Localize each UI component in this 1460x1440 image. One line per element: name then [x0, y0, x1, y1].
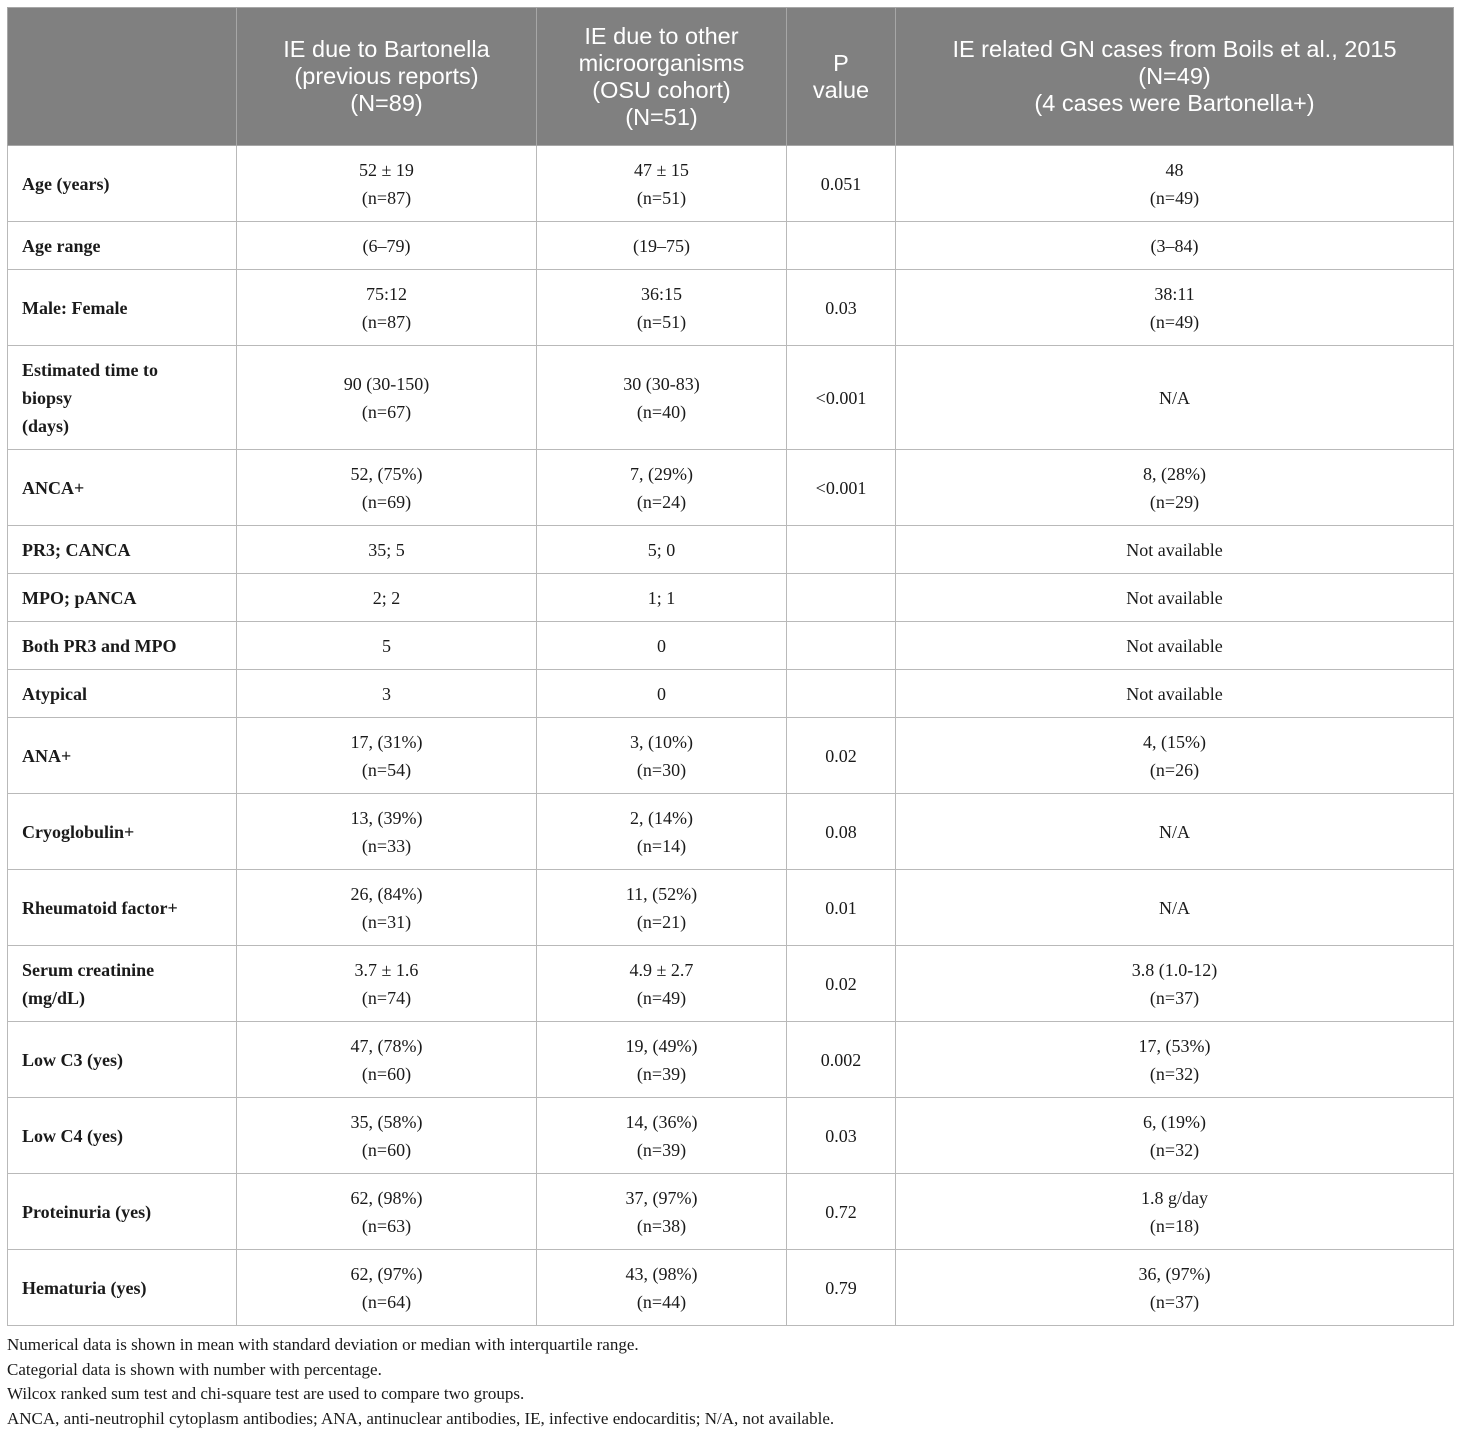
- cell-line: P: [833, 49, 849, 76]
- cell-line: 35, (58%): [350, 1111, 423, 1132]
- cell-bartonella: [237, 270, 537, 346]
- cell-line: (n=51): [636, 187, 687, 208]
- cell-boils: [896, 146, 1454, 222]
- cell-line: (n=39): [636, 1139, 687, 1160]
- footnote: Categorial data is shown with number with percentage.: [7, 1359, 382, 1379]
- cell-bartonella: [237, 222, 537, 270]
- cell-p-value: [787, 1174, 896, 1250]
- cell-line: 5: [382, 635, 391, 656]
- cell-line: 0.02: [825, 745, 857, 766]
- cell-bartonella: [237, 146, 537, 222]
- footnotes: [7, 1333, 1453, 1431]
- cell-line: (previous reports): [294, 63, 479, 89]
- cell-other: [537, 794, 787, 870]
- table-row: [8, 450, 1454, 526]
- cell-other: [537, 146, 787, 222]
- cell-line: 47, (78%): [350, 1035, 423, 1056]
- cell-p-value: [787, 670, 896, 718]
- table-row: [8, 946, 1454, 1022]
- cell-line: 62, (98%): [350, 1187, 423, 1208]
- cell-bartonella: [237, 718, 537, 794]
- cell-line: 3, (10%): [630, 731, 693, 752]
- cell-line: (19–75): [633, 235, 690, 256]
- table-row: [8, 622, 1454, 670]
- cell-line: Serum creatinine: [22, 959, 155, 980]
- cell-p-value: [787, 526, 896, 574]
- cell-line: Estimated time to: [22, 359, 158, 380]
- cell-line: 36, (97%): [1138, 1263, 1211, 1284]
- cell-line: PR3; CANCA: [22, 539, 131, 560]
- cell-line: 0: [657, 635, 666, 656]
- cell-line: (n=49): [1149, 187, 1200, 208]
- cell-other: [537, 946, 787, 1022]
- cell-other: [537, 346, 787, 450]
- cell-bartonella: [237, 1098, 537, 1174]
- cell-line: IE due to Bartonella: [283, 36, 490, 62]
- footnote: Numerical data is shown in mean with standard deviation or median with interquartile range.: [7, 1335, 639, 1354]
- cell-line: (n=21): [636, 911, 687, 932]
- cell-line: (N=51): [625, 103, 698, 130]
- row-label: [8, 574, 237, 622]
- table-row: [8, 670, 1454, 718]
- cell-line: 48: [1165, 159, 1184, 180]
- cell-line: (n=51): [636, 311, 687, 332]
- cell-line: 26, (84%): [350, 883, 423, 904]
- cell-line: 19, (49%): [625, 1035, 698, 1056]
- cell-bartonella: [237, 622, 537, 670]
- cell-line: (n=39): [636, 1063, 687, 1084]
- cell-bartonella: [237, 670, 537, 718]
- cell-line: (n=37): [1149, 1291, 1200, 1312]
- row-label: [8, 222, 237, 270]
- cell-line: N/A: [1159, 821, 1190, 842]
- cell-line: N/A: [1159, 897, 1190, 918]
- cell-p-value: [787, 222, 896, 270]
- cell-bartonella: [237, 1250, 537, 1326]
- cell-other: [537, 1098, 787, 1174]
- cell-line: (N=89): [350, 90, 423, 116]
- cell-boils: [896, 450, 1454, 526]
- cell-line: Not available: [1126, 587, 1223, 608]
- table-header: [8, 8, 1454, 146]
- cell-line: 30 (30-83): [623, 373, 700, 394]
- row-label: [8, 870, 237, 946]
- cell-bartonella: [237, 574, 537, 622]
- cell-line: (n=37): [1149, 987, 1200, 1008]
- cell-bartonella: [237, 1174, 537, 1250]
- cell-other: [537, 574, 787, 622]
- cell-line: ANCA+: [22, 477, 85, 498]
- cell-line: 2; 2: [372, 587, 401, 608]
- cell-other: [537, 718, 787, 794]
- cell-line: IE due to other: [584, 22, 739, 49]
- header-blank: [8, 8, 237, 146]
- cell-line: (3–84): [1150, 235, 1199, 256]
- cell-other: [537, 670, 787, 718]
- row-label: [8, 526, 237, 574]
- table-row: [8, 1022, 1454, 1098]
- cell-boils: [896, 1022, 1454, 1098]
- cell-line: 5; 0: [647, 539, 676, 560]
- cell-line: Both PR3 and MPO: [22, 635, 177, 656]
- cell-line: 37, (97%): [625, 1187, 698, 1208]
- cell-boils: [896, 622, 1454, 670]
- cell-line: Cryoglobulin+: [22, 821, 135, 842]
- row-label: [8, 346, 237, 450]
- cell-line: N/A: [1159, 387, 1190, 408]
- table-row: [8, 222, 1454, 270]
- cell-boils: [896, 526, 1454, 574]
- cell-line: 8, (28%): [1143, 463, 1206, 484]
- cell-line: (n=69): [361, 491, 412, 512]
- table-row: [8, 1250, 1454, 1326]
- cell-line: 4.9 ± 2.7: [629, 959, 694, 980]
- cell-line: 6, (19%): [1143, 1111, 1206, 1132]
- cell-line: 0: [657, 683, 666, 704]
- cell-line: 0.08: [825, 821, 857, 842]
- cell-boils: [896, 346, 1454, 450]
- cell-other: [537, 526, 787, 574]
- row-label: [8, 670, 237, 718]
- cell-line: (n=49): [636, 987, 687, 1008]
- cell-other: [537, 1022, 787, 1098]
- cell-line: 0.72: [825, 1201, 857, 1222]
- cell-p-value: [787, 346, 896, 450]
- cell-line: 14, (36%): [625, 1111, 698, 1132]
- table-row: [8, 1174, 1454, 1250]
- cell-line: (4 cases were Bartonella+): [1034, 90, 1315, 116]
- cell-p-value: [787, 146, 896, 222]
- cell-p-value: [787, 946, 896, 1022]
- cell-line: ANA+: [22, 745, 72, 766]
- table-row: [8, 1098, 1454, 1174]
- cell-line: (days): [22, 415, 70, 436]
- header-row: [8, 8, 1454, 146]
- cell-boils: [896, 946, 1454, 1022]
- row-label: [8, 450, 237, 526]
- cell-line: 0.051: [820, 173, 862, 194]
- cell-line: (n=29): [1149, 491, 1200, 512]
- cell-line: 90 (30-150): [343, 373, 430, 394]
- cell-other: [537, 1250, 787, 1326]
- cell-boils: [896, 270, 1454, 346]
- cell-line: 43, (98%): [625, 1263, 698, 1284]
- cell-line: (n=33): [361, 835, 412, 856]
- cell-line: Not available: [1126, 683, 1223, 704]
- cell-bartonella: [237, 450, 537, 526]
- cell-line: <0.001: [815, 477, 867, 498]
- cell-line: 2, (14%): [630, 807, 693, 828]
- cell-p-value: [787, 574, 896, 622]
- cell-line: IE related GN cases from Boils et al., 2015: [952, 36, 1397, 62]
- cell-other: [537, 222, 787, 270]
- cell-p-value: [787, 450, 896, 526]
- cell-line: 7, (29%): [630, 463, 693, 484]
- cell-boils: [896, 718, 1454, 794]
- header-bartonella: [237, 8, 537, 146]
- cell-line: 4, (15%): [1143, 731, 1206, 752]
- cell-bartonella: [237, 946, 537, 1022]
- cell-line: 17, (31%): [350, 731, 423, 752]
- cell-line: 36:15: [640, 283, 682, 304]
- cell-line: (n=26): [1149, 759, 1200, 780]
- cell-line: biopsy: [22, 387, 73, 408]
- cell-line: 0.03: [825, 1125, 857, 1146]
- cell-line: (6–79): [362, 235, 411, 256]
- cell-line: (n=60): [361, 1063, 412, 1084]
- cell-bartonella: [237, 526, 537, 574]
- cell-line: 62, (97%): [350, 1263, 423, 1284]
- table-row: [8, 270, 1454, 346]
- cell-line: Not available: [1126, 635, 1223, 656]
- footnote: Wilcox ranked sum test and chi-square test are used to compare two groups.: [7, 1384, 525, 1403]
- cell-p-value: [787, 1022, 896, 1098]
- cell-line: (n=60): [361, 1139, 412, 1160]
- cell-line: (n=40): [636, 401, 687, 422]
- cell-line: 3.7 ± 1.6: [354, 959, 419, 980]
- cell-line: (n=87): [361, 311, 412, 332]
- cell-p-value: [787, 718, 896, 794]
- cell-line: Rheumatoid factor+: [22, 897, 178, 918]
- row-label: [8, 1022, 237, 1098]
- row-label: [8, 718, 237, 794]
- cell-p-value: [787, 622, 896, 670]
- row-label: [8, 1098, 237, 1174]
- cell-other: [537, 270, 787, 346]
- cell-boils: [896, 670, 1454, 718]
- row-label: [8, 1174, 237, 1250]
- header-boils-cases: [896, 8, 1454, 146]
- cell-other: [537, 450, 787, 526]
- cell-line: (n=64): [361, 1291, 412, 1312]
- cell-boils: [896, 222, 1454, 270]
- cell-line: (N=49): [1138, 63, 1211, 89]
- cell-other: [537, 622, 787, 670]
- table-row: [8, 870, 1454, 946]
- cell-line: 0.79: [825, 1277, 857, 1298]
- table-body: [8, 146, 1454, 1326]
- cell-line: 52 ± 19: [359, 159, 414, 180]
- cell-p-value: [787, 1098, 896, 1174]
- cell-line: (n=18): [1149, 1215, 1200, 1236]
- cell-line: 1; 1: [647, 587, 676, 608]
- cell-line: 38:11: [1154, 283, 1195, 304]
- cell-p-value: [787, 794, 896, 870]
- cell-line: 35; 5: [368, 539, 405, 560]
- cell-boils: [896, 870, 1454, 946]
- cell-line: 0.02: [825, 973, 857, 994]
- cell-line: (mg/dL): [22, 987, 85, 1008]
- cell-line: 13, (39%): [350, 807, 423, 828]
- cell-line: (n=74): [361, 987, 412, 1008]
- cell-line: Age (years): [22, 173, 110, 194]
- cell-boils: [896, 1250, 1454, 1326]
- table-row: [8, 718, 1454, 794]
- comparison-table: [7, 7, 1454, 1326]
- cell-p-value: [787, 870, 896, 946]
- cell-line: Male: Female: [22, 297, 128, 318]
- cell-line: 0.01: [825, 897, 857, 918]
- cell-line: (n=87): [361, 187, 412, 208]
- cell-line: MPO; pANCA: [22, 587, 137, 608]
- cell-line: (n=49): [1149, 311, 1200, 332]
- cell-other: [537, 1174, 787, 1250]
- cell-line: (OSU cohort): [592, 76, 731, 103]
- cell-line: (n=31): [361, 911, 412, 932]
- cell-line: Atypical: [22, 683, 87, 704]
- cell-line: <0.001: [815, 387, 867, 408]
- cell-line: (n=24): [636, 491, 687, 512]
- table-row: [8, 146, 1454, 222]
- cell-bartonella: [237, 794, 537, 870]
- table-row: [8, 346, 1454, 450]
- cell-line: (n=67): [361, 401, 412, 422]
- table-row: [8, 526, 1454, 574]
- cell-line: Proteinuria (yes): [22, 1201, 152, 1222]
- cell-p-value: [787, 270, 896, 346]
- row-label: [8, 794, 237, 870]
- cell-line: 0.03: [825, 297, 857, 318]
- cell-line: 17, (53%): [1138, 1035, 1211, 1056]
- row-label: [8, 270, 237, 346]
- table-row: [8, 794, 1454, 870]
- cell-line: 3.8 (1.0-12): [1131, 959, 1218, 980]
- cell-boils: [896, 1174, 1454, 1250]
- cell-line: 3: [382, 683, 391, 704]
- cell-line: (n=32): [1149, 1063, 1200, 1084]
- cell-line: 75:12: [365, 283, 407, 304]
- cell-line: Low C3 (yes): [22, 1049, 123, 1070]
- cell-boils: [896, 1098, 1454, 1174]
- cell-other: [537, 870, 787, 946]
- cell-line: 0.002: [820, 1049, 862, 1070]
- cell-line: 11, (52%): [625, 883, 698, 904]
- cell-line: (n=32): [1149, 1139, 1200, 1160]
- cell-bartonella: [237, 870, 537, 946]
- header-other-microorganisms: [537, 8, 787, 146]
- cell-boils: [896, 794, 1454, 870]
- cell-bartonella: [237, 346, 537, 450]
- cell-line: Hematuria (yes): [22, 1277, 147, 1298]
- cell-line: Low C4 (yes): [22, 1125, 123, 1146]
- row-label: [8, 146, 237, 222]
- cell-line: (n=14): [636, 835, 687, 856]
- cell-line: microorganisms: [578, 49, 745, 76]
- cell-line: value: [812, 76, 870, 103]
- cell-line: (n=44): [636, 1291, 687, 1312]
- row-label: [8, 1250, 237, 1326]
- header-p-value: [787, 8, 896, 146]
- table-figure: [7, 7, 1453, 1431]
- cell-line: (n=38): [636, 1215, 687, 1236]
- cell-line: Not available: [1126, 539, 1223, 560]
- cell-line: 1.8 g/day: [1141, 1187, 1208, 1208]
- footnote: ANCA, anti-neutrophil cytoplasm antibodies; ANA, antinuclear antibodies, IE, infective endocarditis; N/A, not available.: [7, 1408, 835, 1428]
- cell-line: 52, (75%): [350, 463, 423, 484]
- cell-line: Age range: [22, 235, 101, 256]
- cell-bartonella: [237, 1022, 537, 1098]
- cell-line: 47 ± 15: [634, 159, 689, 180]
- cell-p-value: [787, 1250, 896, 1326]
- cell-line: (n=54): [361, 759, 412, 780]
- row-label: [8, 946, 237, 1022]
- cell-boils: [896, 574, 1454, 622]
- cell-line: (n=30): [636, 759, 687, 780]
- row-label: [8, 622, 237, 670]
- cell-line: (n=63): [361, 1215, 412, 1236]
- table-row: [8, 574, 1454, 622]
